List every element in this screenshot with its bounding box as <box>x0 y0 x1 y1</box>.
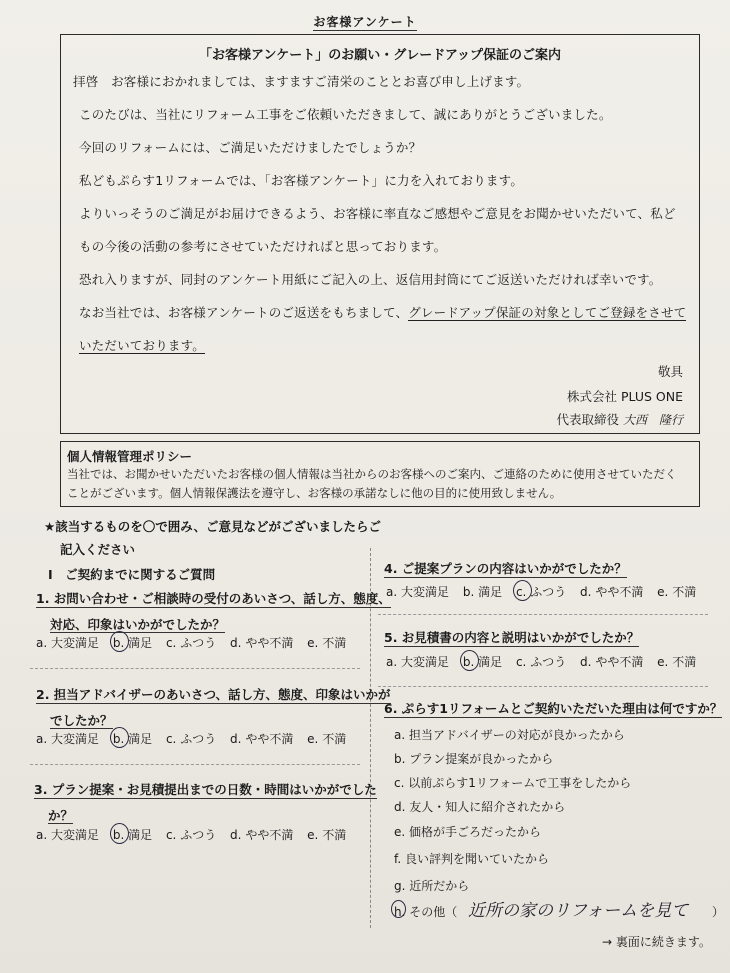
question-4: 4. ご提案プランの内容はいかがでしたか？ <box>384 561 627 576</box>
reason-d[interactable]: d. 友人・知人に紹介されたから <box>394 800 566 814</box>
q5-option-c[interactable]: c. ふつう <box>515 655 567 669</box>
letter-line-7: 恐れ入りますが、同封のアンケート用紙にご記入の上、返信用封筒にてご返送いただければ幸いです。 <box>79 272 662 287</box>
q1-option-d[interactable]: d. やや不満 <box>230 636 294 650</box>
q5-option-b[interactable]: b. 満足 <box>462 655 503 669</box>
q5-option-e[interactable]: e. 不満 <box>657 655 697 669</box>
letter-line-2: このたびは、当社にリフォーム工事をご依頼いただきまして、誠にありがとうございました。 <box>79 107 612 122</box>
letter-line-8: なお当社では、お客様アンケートのご返送をもちまして、グレードアップ保証の対象としてご登録をさせて <box>79 305 687 320</box>
reason-e[interactable]: e. 価格が手ごろだったから <box>394 825 542 839</box>
question-2-options <box>36 730 356 747</box>
separator-3 <box>378 614 708 615</box>
privacy-policy-line-1: 当社では、お聞かせいただいたお客様の個人情報は当社からのお客様へのご案内、ご連絡のために使用させていただく <box>67 467 677 481</box>
letter-box <box>60 34 700 434</box>
reason-b[interactable]: b. プラン提案が良かったから <box>394 752 554 766</box>
question-5-options <box>386 653 706 670</box>
question-5: 5. お見積書の内容と説明はいかがでしたか？ <box>384 630 640 645</box>
privacy-policy-box <box>60 441 700 507</box>
letter-line-5: よりいっそうのご満足がお届けできるよう、お客様に率直なご感想やご意見をお聞かせいただいて、私ど <box>79 206 676 221</box>
q4-option-d[interactable]: d. やや不満 <box>580 585 644 599</box>
reason-f[interactable]: f. 良い評判を聞いていたから <box>394 852 549 866</box>
separator-2 <box>30 764 360 765</box>
q5-option-a[interactable]: a. 大変満足 <box>386 655 450 669</box>
q5-option-d[interactable]: d. やや不満 <box>580 655 644 669</box>
instruction-line-2: 記入ください <box>60 542 136 557</box>
letter-line-3: 今回のリフォームには、ご満足いただけましたでしょうか？ <box>79 140 422 155</box>
q2-option-c[interactable]: c. ふつう <box>165 732 217 746</box>
continue-note: → 裏面に続きます。 <box>602 935 711 949</box>
q2-option-d[interactable]: d. やや不満 <box>230 732 294 746</box>
q3-option-d[interactable]: d. やや不満 <box>230 828 294 842</box>
question-2: 2. 担当アドバイザーのあいさつ、話し方、態度、印象はいかが でしたか？ <box>36 687 391 728</box>
separator-1 <box>30 668 360 669</box>
letter-line-9 <box>79 336 205 354</box>
reason-a[interactable]: a. 担当アドバイザーの対応が良かったから <box>394 728 625 742</box>
q3-option-a[interactable]: a. 大変満足 <box>36 828 100 842</box>
q3-option-c[interactable]: c. ふつう <box>165 828 217 842</box>
q2-option-a[interactable]: a. 大変満足 <box>36 732 100 746</box>
q1-option-a[interactable]: a. 大変満足 <box>36 636 100 650</box>
guarantee-underline-1: グレードアップ保証の対象としてご登録をさせて <box>408 305 687 320</box>
question-6: 6. ぷらす1リフォームとご契約いただいた理由は何ですか？ <box>384 701 723 716</box>
q1-option-e[interactable]: e. 不満 <box>307 636 347 650</box>
company-name: 株式会社 PLUS ONE <box>567 389 683 404</box>
separator-4 <box>378 686 708 687</box>
q3-option-e[interactable]: e. 不満 <box>307 828 347 842</box>
representative: 代表取締役 大西 隆行 <box>556 412 683 427</box>
question-4-options <box>386 583 706 600</box>
question-1: 1. お問い合わせ・ご相談時の受付のあいさつ、話し方、態度、 対応、印象はいかがでしたか？ <box>36 591 391 632</box>
q1-option-b[interactable]: b. 満足 <box>112 636 153 650</box>
q2-option-e[interactable]: e. 不満 <box>307 732 347 746</box>
instruction-line-1: ★該当するものを〇で囲み、ご意見などがございましたらご <box>44 519 381 534</box>
representative-signature: 大西 隆行 <box>622 413 683 427</box>
closing-remark: 敬具 <box>657 364 683 379</box>
privacy-policy-title: 個人情報管理ポリシー <box>67 449 193 464</box>
q2-option-b[interactable]: b. 満足 <box>112 732 153 746</box>
guarantee-underline-2: いただいております。 <box>79 338 206 353</box>
question-3-options <box>36 826 356 843</box>
letter-heading: 「お客様アンケート」のお願い・グレードアップ保証のご案内 <box>199 48 561 63</box>
question-3: 3. プラン提案・お見積提出までの日数・時間はいかがでした か？ <box>34 782 377 823</box>
question-1-options <box>36 634 356 651</box>
q1-option-c[interactable]: c. ふつう <box>165 636 217 650</box>
reason-g[interactable]: g. 近所だから <box>394 879 470 893</box>
reason-h-label[interactable]: h. その他（ <box>394 905 458 919</box>
letter-line-4: 私どもぷらす1リフォームでは、「お客様アンケート」に力を入れております。 <box>79 173 524 188</box>
letter-line-1: 拝啓 お客様におかれましては、ますますご清栄のこととお喜び申し上げます。 <box>73 74 530 89</box>
q4-option-b[interactable]: b. 満足 <box>462 585 503 599</box>
reason-h-close-paren: ） <box>712 905 725 919</box>
section-1-heading: Ⅰ ご契約までに関するご質問 <box>48 567 216 582</box>
document-title: お客様アンケート <box>313 15 417 29</box>
q4-option-a[interactable]: a. 大変満足 <box>386 585 450 599</box>
q4-option-e[interactable]: e. 不満 <box>657 585 697 599</box>
q3-option-b[interactable]: b. 満足 <box>112 828 153 842</box>
q4-option-c[interactable]: c. ふつう <box>515 585 567 599</box>
reason-c[interactable]: c. 以前ぷらす1リフォームで工事をしたから <box>394 776 632 790</box>
privacy-policy-line-2: ことがございます。個人情報保護法を遵守し、お客様の承諾なしに他の目的に使用致しません。 <box>67 486 562 500</box>
letter-line-6: もの今後の活動の参考にさせていただければと思っております。 <box>79 239 447 254</box>
reason-h-handwritten-answer[interactable]: 近所の家のリフォームを見て <box>468 901 689 921</box>
